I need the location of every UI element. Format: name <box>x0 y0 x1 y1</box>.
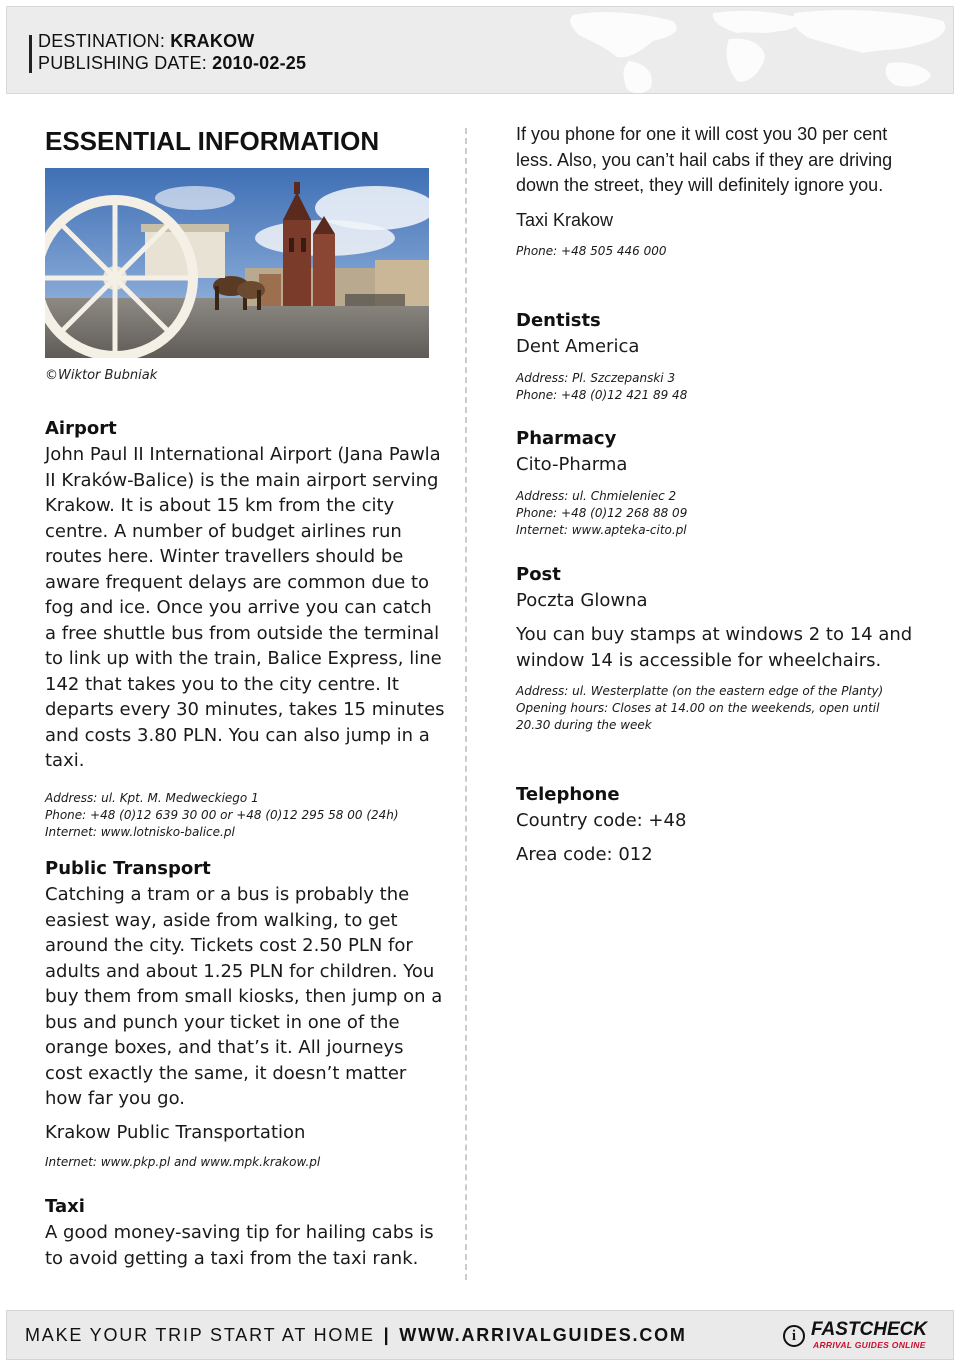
date-value: 2010-02-25 <box>212 53 307 73</box>
page-footer <box>6 1310 954 1360</box>
world-map-graphic <box>533 7 953 94</box>
taxi-company-phone: Phone: +48 505 446 000 <box>516 243 667 258</box>
taxi-section <box>45 1194 445 1271</box>
footer-tagline-line <box>25 1325 687 1346</box>
taxi-company-name: Taxi Krakow <box>516 209 614 230</box>
public-transport-text: Catching a tram or a bus is probably the easiest way, aside from walking, to get around the city. Tickets cost 2.50 PLN for adults and about 1.25 PLN for children. You buy them from small kiosks, then jump on a bus and punch your ticket in one of the orange boxes, and that’s it. All journeys cost exactly the same, it doesn’t matter how far you go. <box>45 884 443 1109</box>
post-heading: Post <box>516 564 561 585</box>
airport-address: Address: ul. Kpt. M. Medweckiego 1 <box>45 790 259 805</box>
airport-section <box>45 416 445 841</box>
column-divider <box>465 128 467 1280</box>
taxi-continued-section <box>516 122 916 260</box>
pharmacy-heading: Pharmacy <box>516 428 617 449</box>
destination-value: KRAKOW <box>170 31 255 51</box>
footer-tagline: MAKE YOUR TRIP START AT HOME <box>25 1325 375 1345</box>
fastcheck-logo <box>783 1319 943 1353</box>
pharmacy-address: Address: ul. Chmieleniec 2 <box>516 489 677 503</box>
post-text: You can buy stamps at windows 2 to 14 and window 14 is accessible for wheelchairs. <box>516 624 913 671</box>
public-transport-name: Krakow Public Transportation <box>45 1121 306 1143</box>
airport-heading: Airport <box>45 418 117 439</box>
pharmacy-internet: Internet: www.apteka-cito.pl <box>516 523 687 537</box>
dentists-section <box>516 308 916 404</box>
taxi-text: A good money-saving tip for hailing cabs is to avoid getting a taxi from the taxi rank. <box>45 1222 434 1269</box>
telephone-country-code: Country code: +48 <box>516 810 687 831</box>
publishing-date-line <box>38 53 306 74</box>
telephone-area-code: Area code: 012 <box>516 844 653 865</box>
date-label: PUBLISHING DATE: <box>38 53 213 73</box>
post-hours: Opening hours: Closes at 14.00 on the weekends, open until 20.30 during the week <box>516 701 880 732</box>
telephone-section <box>516 782 916 868</box>
airport-text: John Paul II International Airport (Jana Pawla II Kraków-Balice) is the main airport serving Krakow. It is about 15 km from the city centre. A number of budget airlines run routes here. Winter travellers should be aware frequent delays are common due to fog and ice. Once you arrive you can catch a free shuttle bus from outside the terminal to link up with the train, Balice Express, line 142 that takes you to the city centre. It departs every 30 minutes, takes 15 minutes and costs 3.80 PLN. You can also jump in a taxi. <box>45 444 445 771</box>
dentists-name: Dent America <box>516 336 640 357</box>
header-accent-bar <box>29 35 32 73</box>
pharmacy-section <box>516 426 916 539</box>
airport-internet: Internet: www.lotnisko-balice.pl <box>45 824 235 839</box>
dentists-phone: Phone: +48 (0)12 421 89 48 <box>516 388 688 402</box>
public-transport-heading: Public Transport <box>45 858 211 879</box>
telephone-heading: Telephone <box>516 784 620 805</box>
dentists-address: Address: Pl. Szczepanski 3 <box>516 371 676 385</box>
post-address: Address: ul. Westerplatte (on the eastern edge of the Planty) <box>516 684 884 698</box>
taxi-continued-text: If you phone for one it will cost you 30 per cent less. Also, you can’t hail cabs if they are driving down the street, they will definitely ignore you. <box>516 124 893 195</box>
public-transport-section <box>45 856 445 1171</box>
pharmacy-name: Cito-Pharma <box>516 454 628 475</box>
taxi-heading: Taxi <box>45 1196 85 1217</box>
logo-subtitle: ARRIVAL GUIDES ONLINE <box>813 1340 926 1350</box>
post-name: Poczta Glowna <box>516 590 648 611</box>
info-icon: i <box>783 1325 805 1347</box>
krakow-market-square-photo <box>45 168 429 358</box>
photo-credit: ©Wiktor Bubniak <box>45 368 158 383</box>
post-section <box>516 562 916 734</box>
page-header <box>6 6 954 94</box>
footer-website-link[interactable]: WWW.ARRIVALGUIDES.COM <box>399 1325 687 1345</box>
footer-separator: | <box>383 1325 391 1345</box>
public-transport-internet: Internet: www.pkp.pl and www.mpk.krakow.pl <box>45 1154 321 1169</box>
page-title: ESSENTIAL INFORMATION <box>45 126 380 156</box>
destination-line <box>38 31 254 52</box>
dentists-heading: Dentists <box>516 310 601 331</box>
logo-wordmark: FASTCHECK <box>811 1319 928 1340</box>
destination-label: DESTINATION: <box>38 31 171 51</box>
pharmacy-phone: Phone: +48 (0)12 268 88 09 <box>516 506 688 520</box>
airport-phone: Phone: +48 (0)12 639 30 00 or +48 (0)12 295 58 00 (24h) <box>45 807 399 822</box>
